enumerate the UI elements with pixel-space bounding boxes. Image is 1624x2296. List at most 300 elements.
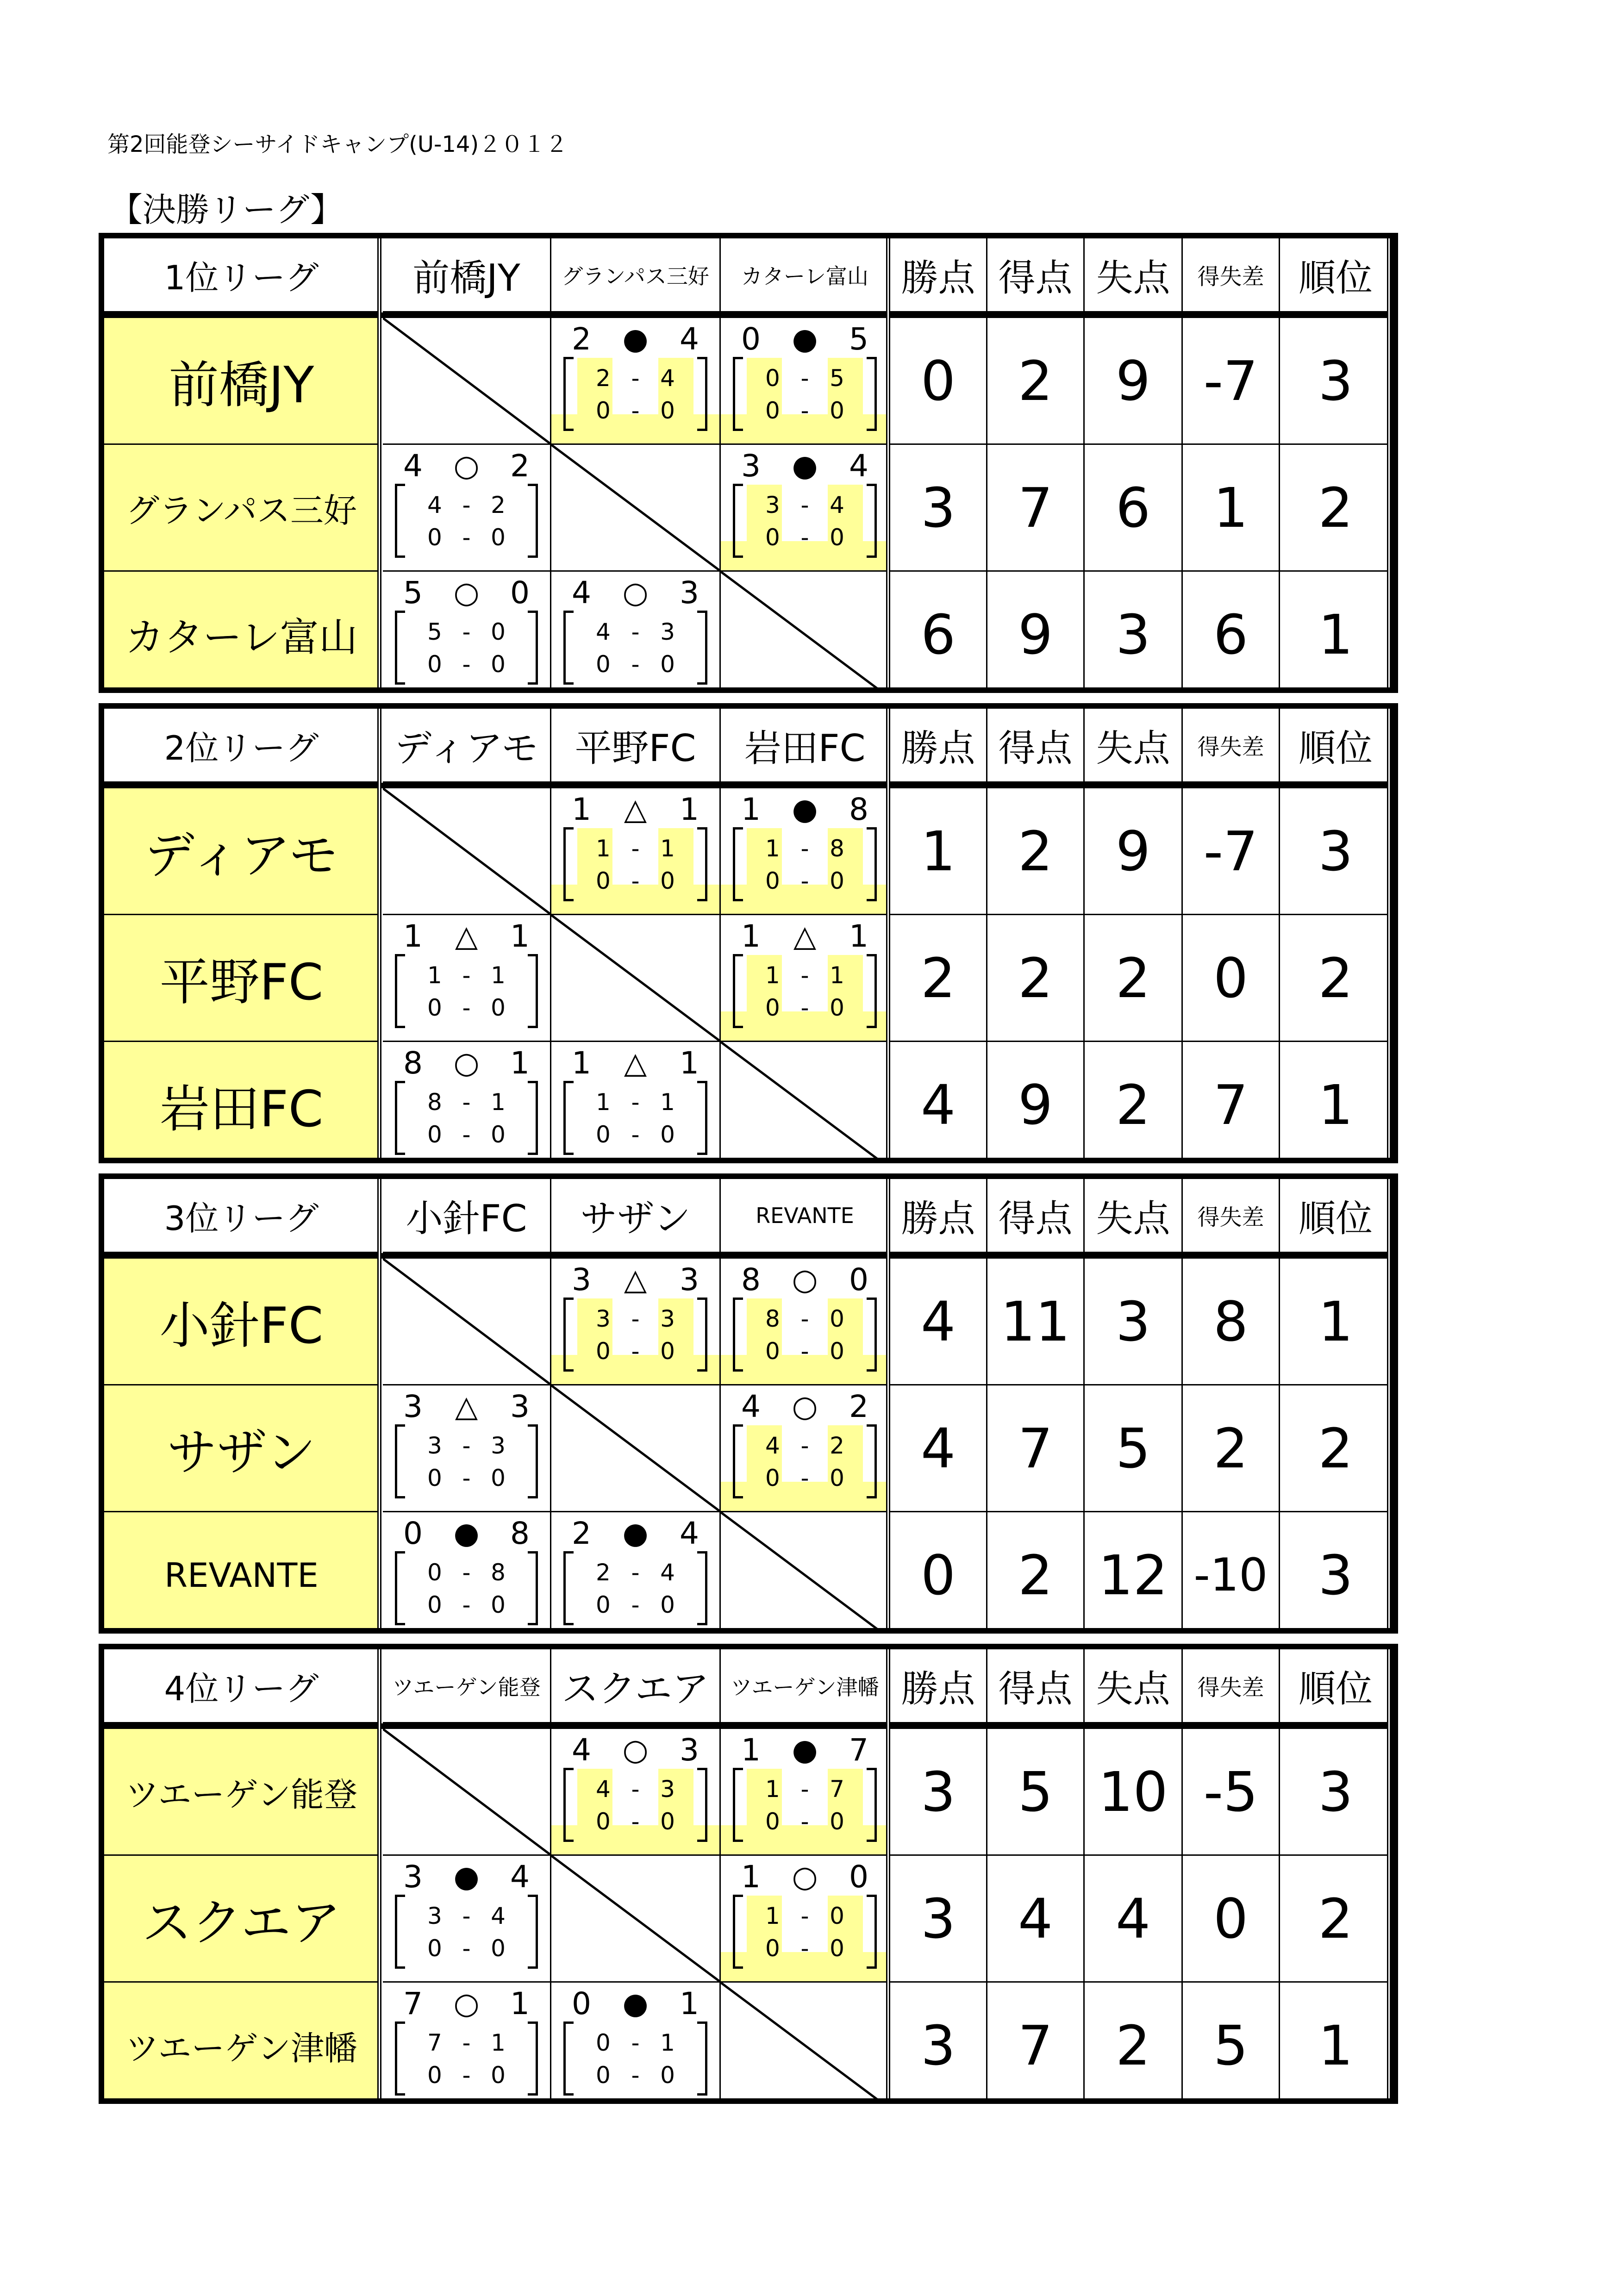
match-total (721, 791, 889, 828)
diagonal-cell (383, 318, 551, 445)
second-half-score (577, 393, 693, 428)
stat-header: 順位 (1280, 1179, 1393, 1253)
bracket-right (867, 827, 877, 901)
half-separator: - (800, 1305, 809, 1332)
row-team-name: 前橋JY (104, 318, 380, 445)
half-separator: - (631, 2062, 640, 2089)
match-total (551, 1515, 719, 1552)
first-half-score (409, 1428, 524, 1463)
match-total (551, 321, 719, 358)
half-separator: - (800, 1465, 809, 1491)
second-half-score (747, 1804, 863, 1839)
bracket-right (697, 2021, 707, 2096)
result-symbol: ○ (622, 576, 649, 610)
half-away: 0 (660, 651, 675, 678)
match-result (721, 318, 890, 445)
first-half-score (747, 487, 863, 523)
diagonal-cell (721, 572, 890, 693)
match-total (721, 448, 889, 485)
half-separator: - (800, 397, 809, 424)
stat-value: -7 (1183, 788, 1280, 915)
column-header-team: ツエーゲン津幡 (721, 1649, 890, 1723)
header-divider (104, 1253, 1393, 1259)
half-away: 0 (660, 1808, 675, 1835)
half-away: 0 (491, 651, 506, 678)
half-home: 0 (596, 651, 611, 678)
half-separator: - (631, 1121, 640, 1148)
half-away: 4 (660, 365, 675, 392)
column-header-team: ツエーゲン能登 (383, 1649, 551, 1723)
half-home: 4 (596, 1776, 611, 1803)
league-title: 2位リーグ (104, 709, 380, 783)
match-result (383, 915, 551, 1042)
first-half-score (747, 1301, 863, 1336)
away-goals: 7 (849, 1732, 868, 1768)
match-result (551, 1259, 721, 1385)
second-half-score (577, 863, 693, 898)
bracket-left (563, 1298, 574, 1372)
match-result (721, 915, 890, 1042)
first-half-score (409, 1555, 524, 1590)
half-separator: - (631, 867, 640, 894)
half-away: 1 (660, 2029, 675, 2056)
away-goals: 0 (510, 575, 530, 611)
bracket-right (867, 1895, 877, 1969)
half-separator: - (462, 1591, 471, 1618)
result-symbol: ● (792, 1733, 818, 1767)
half-home: 1 (765, 962, 780, 989)
bracket-right (697, 827, 707, 901)
second-half-score (747, 1334, 863, 1369)
half-away: 3 (660, 1776, 675, 1803)
half-separator: - (462, 1089, 471, 1116)
half-away: 1 (660, 835, 675, 862)
away-goals: 5 (849, 321, 868, 357)
match-result (383, 1856, 551, 1983)
half-away: 0 (491, 524, 506, 551)
stat-header: 得点 (987, 1649, 1085, 1723)
half-home: 0 (427, 1935, 442, 1962)
row-team-name: グランパス三好 (104, 445, 380, 572)
half-home: 0 (596, 2062, 611, 2089)
stat-value: 4 (890, 1042, 987, 1163)
away-goals: 3 (680, 575, 699, 611)
stat-value: 3 (890, 1856, 987, 1983)
half-separator: - (800, 1935, 809, 1962)
stat-value: 2 (987, 318, 1085, 445)
stat-value: 2 (1183, 1385, 1280, 1512)
bracket-right (867, 357, 877, 431)
match-total (383, 1985, 550, 2022)
result-symbol: ○ (622, 1733, 649, 1767)
stat-value: 8 (1183, 1259, 1280, 1385)
result-symbol: ● (622, 1516, 649, 1551)
half-separator: - (800, 1776, 809, 1803)
bracket-left (563, 611, 574, 685)
half-away: 0 (830, 1338, 844, 1365)
result-symbol: ● (792, 792, 818, 827)
row-team-name: スクエア (104, 1856, 380, 1983)
second-half-score (747, 1931, 863, 1966)
half-home: 0 (765, 365, 780, 392)
first-half-score (409, 2025, 524, 2060)
stat-value: 5 (987, 1729, 1085, 1856)
home-goals: 7 (403, 1986, 423, 2021)
bracket-right (867, 1298, 877, 1372)
result-symbol: ○ (453, 1987, 480, 2021)
half-separator: - (462, 651, 471, 678)
bracket-left (563, 1551, 574, 1625)
stat-value: 7 (987, 445, 1085, 572)
home-goals: 1 (572, 1045, 591, 1081)
bracket-left (395, 1424, 405, 1498)
bracket-left (395, 484, 405, 558)
second-half-score (577, 2058, 693, 2093)
second-half-score (409, 520, 524, 555)
half-away: 0 (660, 867, 675, 894)
result-symbol: ● (622, 1987, 649, 2021)
match-total (551, 1732, 719, 1769)
match-total (721, 321, 889, 358)
home-goals: 3 (403, 1859, 423, 1895)
result-symbol: △ (624, 792, 647, 827)
stat-header: 得失差 (1183, 1179, 1280, 1253)
match-total (551, 791, 719, 828)
stat-value: 3 (1280, 1729, 1393, 1856)
half-home: 3 (427, 1903, 442, 1929)
half-away: 8 (491, 1559, 506, 1586)
away-goals: 1 (680, 792, 699, 827)
stat-value: 0 (1183, 915, 1280, 1042)
away-goals: 1 (510, 1986, 530, 2021)
half-away: 0 (830, 524, 844, 551)
half-separator: - (800, 867, 809, 894)
bracket-right (697, 1768, 707, 1842)
half-home: 0 (427, 524, 442, 551)
match-result (721, 1385, 890, 1512)
bracket-right (697, 1551, 707, 1625)
stat-value: 2 (987, 915, 1085, 1042)
half-home: 1 (765, 835, 780, 862)
document-title: 第2回能登シーサイドキャンプ(U-14)２０１２ (107, 131, 568, 157)
row-team-name: ツエーゲン津幡 (104, 1983, 380, 2104)
column-divider (377, 1649, 381, 2098)
home-goals: 5 (403, 575, 423, 611)
half-home: 1 (765, 1776, 780, 1803)
stat-value: 1 (890, 788, 987, 915)
bracket-left (733, 1895, 743, 1969)
match-total (721, 1732, 889, 1769)
column-header-team: 岩田FC (721, 709, 890, 783)
stat-header: 得点 (987, 709, 1085, 783)
first-half-score (577, 614, 693, 649)
stat-value: 1 (1183, 445, 1280, 572)
column-header-team: サザン (551, 1179, 721, 1253)
bracket-left (395, 1895, 405, 1969)
bracket-right (697, 357, 707, 431)
match-total (721, 1261, 889, 1298)
half-separator: - (631, 1338, 640, 1365)
stat-value: -7 (1183, 318, 1280, 445)
stat-value: 4 (1085, 1856, 1183, 1983)
match-result (721, 1259, 890, 1385)
half-home: 0 (765, 1338, 780, 1365)
half-home: 0 (765, 1935, 780, 1962)
half-away: 3 (491, 1432, 506, 1459)
column-divider (377, 709, 381, 1158)
half-separator: - (800, 1338, 809, 1365)
second-half-score (577, 1587, 693, 1622)
away-goals: 1 (680, 1986, 699, 2021)
result-symbol: ○ (453, 1046, 480, 1080)
match-total (383, 448, 550, 485)
stat-value: 2 (1280, 445, 1393, 572)
half-separator: - (800, 524, 809, 551)
half-separator: - (631, 835, 640, 862)
bracket-left (733, 954, 743, 1028)
stat-value: 6 (890, 572, 987, 693)
match-result (551, 788, 721, 915)
half-away: 2 (491, 492, 506, 518)
bracket-right (528, 2021, 538, 2096)
half-home: 4 (596, 618, 611, 645)
stat-value: 1 (1280, 1259, 1393, 1385)
half-separator: - (631, 397, 640, 424)
second-half-score (747, 520, 863, 555)
match-total (383, 1515, 550, 1552)
second-half-score (747, 393, 863, 428)
away-goals: 1 (680, 1045, 699, 1081)
column-header-team: 前橋JY (383, 238, 551, 312)
half-away: 0 (830, 1808, 844, 1835)
row-team-name: 平野FC (104, 915, 380, 1042)
bracket-left (563, 827, 574, 901)
result-symbol: ○ (792, 1860, 818, 1894)
stat-header: 勝点 (890, 1179, 987, 1253)
half-away: 0 (491, 618, 506, 645)
half-separator: - (462, 2062, 471, 2089)
home-goals: 1 (741, 1732, 761, 1768)
half-away: 0 (660, 1338, 675, 1365)
bracket-left (563, 1768, 574, 1842)
stat-value: 0 (890, 318, 987, 445)
second-half-score (577, 647, 693, 682)
half-home: 0 (765, 524, 780, 551)
row-team-name: 岩田FC (104, 1042, 380, 1163)
result-symbol: △ (455, 1390, 478, 1424)
bracket-left (733, 1768, 743, 1842)
half-away: 0 (491, 994, 506, 1021)
column-divider (886, 1179, 890, 1628)
match-total (383, 1388, 550, 1425)
half-home: 3 (765, 492, 780, 518)
half-home: 0 (596, 867, 611, 894)
away-goals: 4 (680, 321, 699, 357)
second-half-score (409, 1117, 524, 1152)
half-away: 1 (830, 962, 844, 989)
stat-value: 3 (1085, 1259, 1183, 1385)
match-result (721, 788, 890, 915)
half-away: 0 (660, 1121, 675, 1148)
second-half-score (577, 1804, 693, 1839)
bracket-left (563, 1081, 574, 1155)
away-goals: 3 (510, 1389, 530, 1424)
half-home: 0 (765, 397, 780, 424)
second-half-score (747, 1460, 863, 1496)
half-separator: - (631, 618, 640, 645)
bracket-right (867, 484, 877, 558)
row-team-name: 小針FC (104, 1259, 380, 1385)
stat-value: 6 (1183, 572, 1280, 693)
half-away: 0 (491, 1591, 506, 1618)
half-home: 0 (427, 1121, 442, 1148)
match-result (721, 1729, 890, 1856)
home-goals: 3 (741, 448, 761, 484)
result-symbol: △ (793, 919, 817, 954)
match-result (721, 1856, 890, 1983)
first-half-score (747, 1772, 863, 1807)
half-away: 0 (830, 397, 844, 424)
diagonal-cell (721, 1042, 890, 1163)
stat-value: 2 (1085, 1983, 1183, 2104)
home-goals: 2 (572, 1516, 591, 1551)
half-separator: - (462, 1465, 471, 1491)
half-separator: - (462, 618, 471, 645)
bracket-left (563, 2021, 574, 2096)
home-goals: 1 (572, 792, 591, 827)
stat-value: 2 (987, 1512, 1085, 1634)
half-separator: - (462, 2029, 471, 2056)
home-goals: 1 (741, 918, 761, 954)
stat-header: 得点 (987, 1179, 1085, 1253)
stat-value: 2 (1085, 1042, 1183, 1163)
match-result (383, 572, 551, 693)
stat-value: 1 (1280, 1042, 1393, 1163)
stat-value: 4 (890, 1259, 987, 1385)
stat-header: 順位 (1280, 709, 1393, 783)
home-goals: 4 (572, 1732, 591, 1768)
diagonal-cell (383, 788, 551, 915)
first-half-score (577, 1555, 693, 1590)
first-half-score (409, 958, 524, 993)
second-half-score (747, 990, 863, 1025)
first-half-score (747, 958, 863, 993)
half-separator: - (631, 1305, 640, 1332)
half-home: 5 (427, 618, 442, 645)
bracket-right (528, 484, 538, 558)
half-separator: - (800, 365, 809, 392)
half-home: 0 (427, 651, 442, 678)
first-half-score (577, 2025, 693, 2060)
league-table (99, 233, 1398, 693)
match-result (383, 1983, 551, 2104)
stat-value: 0 (1183, 1856, 1280, 1983)
second-half-score (577, 1334, 693, 1369)
half-away: 0 (830, 867, 844, 894)
stat-header: 勝点 (890, 709, 987, 783)
half-home: 1 (596, 835, 611, 862)
column-header-team: REVANTE (721, 1179, 890, 1253)
bracket-left (733, 1424, 743, 1498)
result-symbol: △ (455, 919, 478, 954)
stat-header: 失点 (1085, 1649, 1183, 1723)
league-table (99, 1644, 1398, 2104)
result-symbol: ● (453, 1860, 480, 1894)
away-goals: 2 (849, 1389, 868, 1424)
first-half-score (409, 1898, 524, 1934)
home-goals: 4 (403, 448, 423, 484)
half-away: 0 (491, 1121, 506, 1148)
bracket-right (528, 1081, 538, 1155)
half-home: 1 (765, 1903, 780, 1929)
away-goals: 4 (510, 1859, 530, 1895)
stat-value: 9 (987, 1042, 1085, 1163)
half-separator: - (631, 1591, 640, 1618)
half-away: 5 (830, 365, 844, 392)
first-half-score (409, 487, 524, 523)
half-separator: - (462, 492, 471, 518)
column-header-team: 平野FC (551, 709, 721, 783)
home-goals: 1 (741, 1859, 761, 1895)
half-separator: - (800, 1903, 809, 1929)
first-half-score (577, 831, 693, 866)
half-away: 0 (660, 1591, 675, 1618)
column-header-team: グランパス三好 (551, 238, 721, 312)
half-home: 7 (427, 2029, 442, 2056)
league-table (99, 703, 1398, 1163)
column-header-team: 小針FC (383, 1179, 551, 1253)
section-title: 【決勝リーグ】 (109, 190, 344, 229)
stat-value: 10 (1085, 1729, 1183, 1856)
stat-value: 11 (987, 1259, 1085, 1385)
half-away: 8 (830, 835, 844, 862)
bracket-left (395, 1081, 405, 1155)
away-goals: 3 (680, 1732, 699, 1768)
stat-value: 0 (890, 1512, 987, 1634)
half-away: 0 (491, 1935, 506, 1962)
half-home: 0 (765, 994, 780, 1021)
result-symbol: ● (792, 449, 818, 483)
match-result (551, 1042, 721, 1163)
home-goals: 2 (572, 321, 591, 357)
half-home: 0 (596, 1338, 611, 1365)
match-total (383, 1859, 550, 1896)
column-divider (377, 1179, 381, 1628)
home-goals: 3 (403, 1389, 423, 1424)
diagonal-cell (383, 1729, 551, 1856)
column-divider (886, 709, 890, 1158)
half-separator: - (631, 1808, 640, 1835)
stat-header: 得点 (987, 238, 1085, 312)
result-symbol: ○ (453, 449, 480, 483)
stat-header: 失点 (1085, 709, 1183, 783)
away-goals: 1 (510, 918, 530, 954)
half-separator: - (800, 962, 809, 989)
match-result (551, 318, 721, 445)
bracket-right (697, 1298, 707, 1372)
column-divider (886, 1649, 890, 2098)
match-result (551, 1983, 721, 2104)
stat-value: 9 (1085, 318, 1183, 445)
match-total (551, 1985, 719, 2022)
half-away: 1 (491, 2029, 506, 2056)
stat-value: 1 (1280, 1983, 1393, 2104)
half-home: 2 (596, 1559, 611, 1586)
stat-value: 7 (987, 1983, 1085, 2104)
second-half-score (747, 863, 863, 898)
half-away: 4 (660, 1559, 675, 1586)
away-goals: 0 (849, 1262, 868, 1298)
